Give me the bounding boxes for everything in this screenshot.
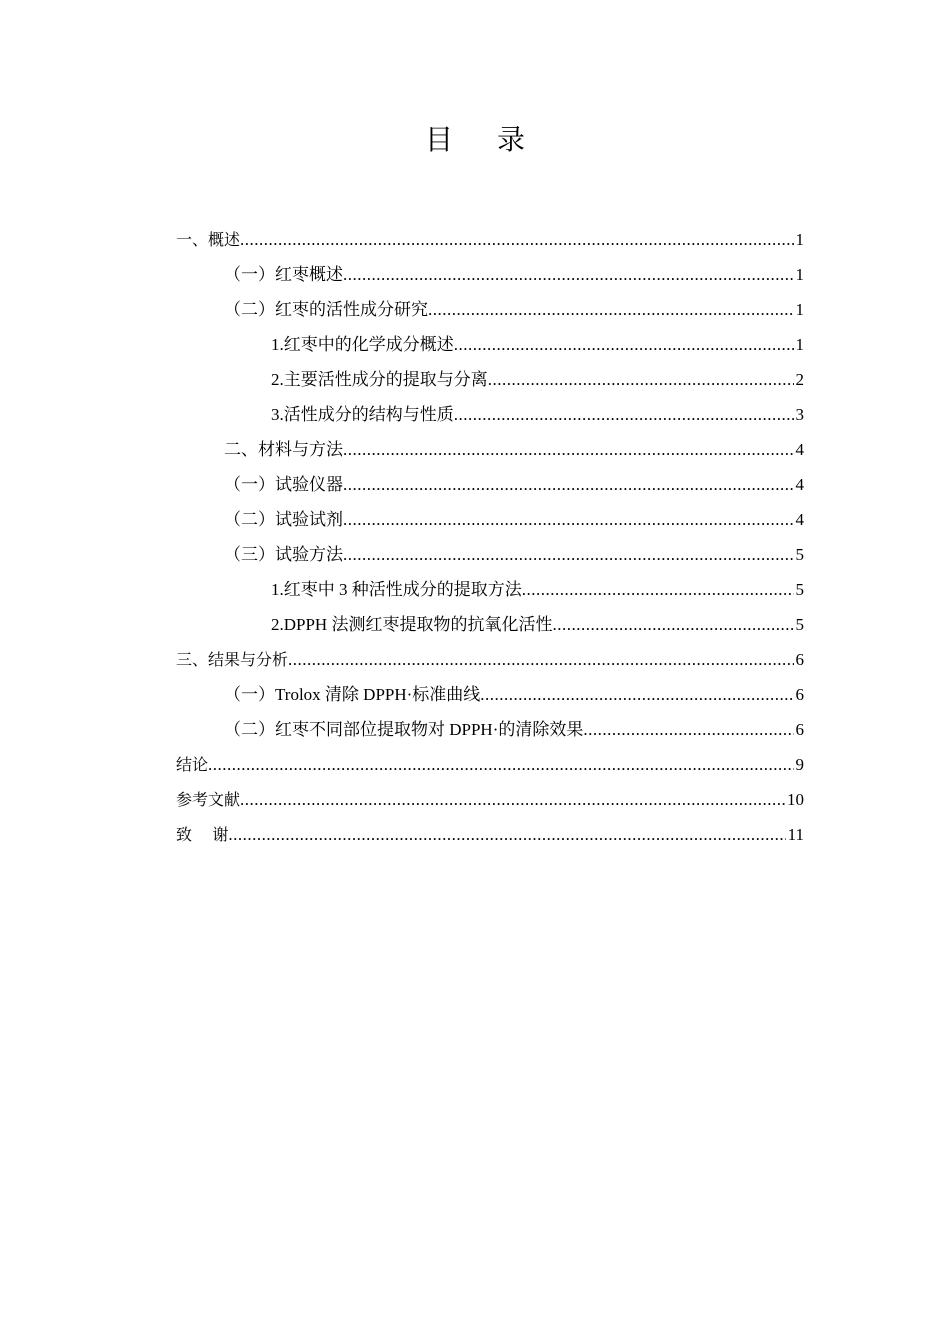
toc-leader-dots [480,680,793,710]
toc-entry[interactable] [176,295,804,330]
toc-entry[interactable] [176,365,804,400]
toc-entry-label: 2.主要活性成分的提取与分离 [271,370,488,389]
toc-entry-page: 4 [795,440,804,459]
toc-entry[interactable] [176,470,804,505]
toc-entry-page: 6 [795,720,804,739]
toc-entry-label: 3.活性成分的结构与性质 [271,405,454,424]
table-of-contents [176,225,804,855]
toc-entry-page: 1 [795,300,804,319]
toc-entry-label: 一、概述 [176,230,241,249]
toc-entry-page: 10 [787,790,804,809]
toc-leader-dots [240,225,793,255]
toc-entry[interactable] [176,820,804,855]
toc-entry-label: 结论 [176,755,209,774]
toc-entry-page: 5 [795,615,804,634]
toc-entry-label: （二）试验试剂 [224,510,343,529]
toc-entry[interactable] [176,610,804,645]
toc-entry-label: 三、结果与分析 [176,650,289,669]
toc-leader-dots [343,470,794,500]
toc-leader-dots [288,645,793,675]
toc-entry[interactable] [176,400,804,435]
toc-leader-dots [583,715,793,745]
toc-entry-page: 5 [795,545,804,564]
toc-entry-label: 1.红枣中 3 种活性成分的提取方法 [271,580,522,599]
toc-leader-dots [488,365,794,395]
toc-entry-label: 二、材料与方法 [224,440,343,459]
toc-entry[interactable] [176,540,804,575]
toc-leader-dots [522,575,794,605]
toc-leader-dots [228,820,785,850]
toc-entry-page: 6 [795,685,804,704]
toc-entry-label: （三）试验方法 [224,545,343,564]
toc-entry-page: 1 [795,335,804,354]
toc-entry-page: 5 [795,580,804,599]
toc-entry-page: 6 [795,650,804,669]
toc-entry-label: （一）试验仪器 [224,475,343,494]
toc-entry[interactable] [176,260,804,295]
toc-entry-label: （二）红枣的活性成分研究 [224,300,428,319]
toc-entry[interactable] [176,505,804,540]
toc-title-char-1: 目 [424,123,453,156]
toc-entry-label: 致 谢 [176,825,229,844]
toc-leader-dots [208,750,793,780]
toc-entry-page: 11 [787,825,804,844]
toc-entry[interactable] [176,785,804,820]
toc-title-char-2: 录 [497,123,526,156]
toc-entry-label: 2.DPPH 法测红枣提取物的抗氧化活性 [271,615,553,634]
toc-entry-page: 1 [795,230,804,249]
toc-entry-label: 1.红枣中的化学成分概述 [271,335,454,354]
toc-leader-dots [343,540,794,570]
toc-entry-label: （二）红枣不同部位提取物对 DPPH·的清除效果 [224,720,584,739]
toc-leader-dots [454,400,794,430]
toc-entry-page: 3 [795,405,804,424]
toc-entry-page: 1 [795,265,804,284]
toc-entry-page: 4 [795,475,804,494]
toc-leader-dots [428,295,794,325]
toc-entry[interactable] [176,645,804,680]
toc-leader-dots [343,505,794,535]
toc-entry-label: （一）Trolox 清除 DPPH·标准曲线 [224,685,481,704]
toc-entry-page: 2 [795,370,804,389]
toc-entry[interactable] [176,330,804,365]
toc-leader-dots [552,610,793,640]
toc-entry-page: 9 [795,755,804,774]
toc-leader-dots [454,330,794,360]
toc-leader-dots [343,435,794,465]
toc-leader-dots [343,260,794,290]
toc-entry-label: （一）红枣概述 [224,265,343,284]
toc-entry[interactable] [176,680,804,715]
toc-entry-label: 参考文献 [176,790,241,809]
toc-entry[interactable] [176,750,804,785]
toc-title [0,118,950,158]
toc-leader-dots [240,785,785,815]
toc-entry[interactable] [176,435,804,470]
toc-entry[interactable] [176,225,804,260]
toc-entry-page: 4 [795,510,804,529]
toc-entry[interactable] [176,575,804,610]
toc-entry[interactable] [176,715,804,750]
